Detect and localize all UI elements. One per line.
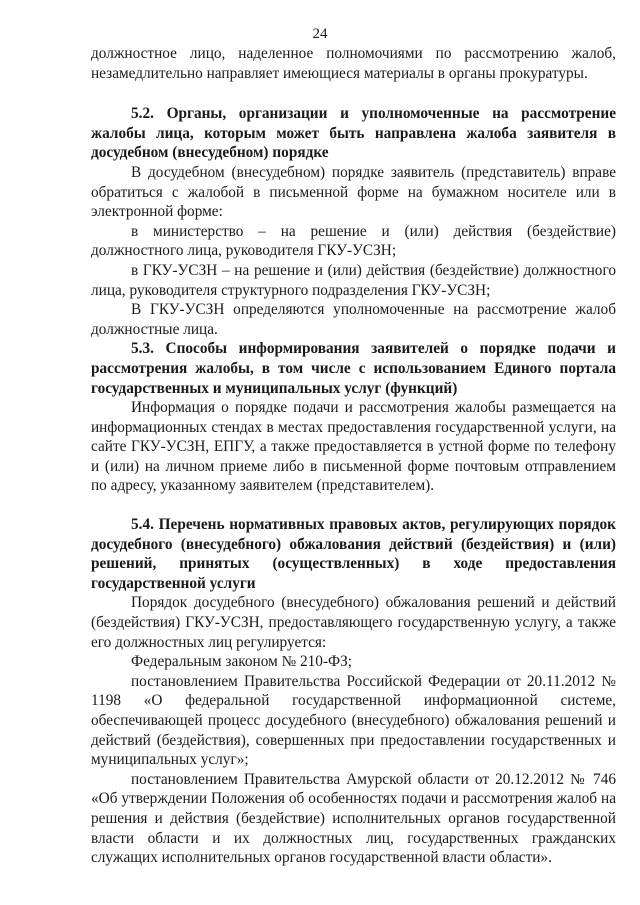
paragraph: в министерство – на решение и (или) действия (бездействие) должностного лица, руководителя ГКУ-УСЗН; — [91, 222, 616, 260]
paragraph: В досудебном (внесудебном) порядке заявитель (представитель) вправе обратиться с жалобой в письменной форме на бумажном носителе или в электронной форме: — [91, 163, 616, 221]
paragraph: постановлением Правительства Амурской области от 20.12.2012 № 746 «Об утверждении Положения об особенностях подачи и рассмотрения жалоб на решения и действия (бездействие) исполнительных органов государственной власти области и их должностных лиц, государственных гражданских служащих исполнительных органов государственной власти области». — [91, 770, 616, 867]
paragraph: постановлением Правительства Российской Федерации от 20.11.2012 № 1198 «О федеральной государственной информационной системе, обеспечивающей процесс досудебного (внесудебного) обжалования решений и действий (бездействия), совершенных при предоставлении государственных и муниципальных услуг»; — [91, 672, 616, 769]
paragraph: В ГКУ-УСЗН определяются уполномоченные на рассмотрение жалоб должностные лица. — [91, 301, 616, 338]
paragraph: Федеральным законом № 210-ФЗ; — [131, 653, 353, 671]
paragraph: в ГКУ-УСЗН – на решение и (или) действия (бездействие) должностного лица, руководителя структурного подразделения ГКУ-УСЗН; — [91, 261, 616, 299]
section-heading-5-3: 5.3. Способы информирования заявителей о порядке подачи и рассмотрения жалобы, в том числе с использованием Единого портала государственных и муниципальных услуг (функций) — [91, 340, 616, 397]
paragraph: должностное лицо, наделенное полномочиями по рассмотрению жалоб, незамедлительно направляет имеющиеся материалы в органы прокуратуры. — [91, 45, 616, 82]
section-heading-5-4: 5.4. Перечень нормативных правовых актов, регулирующих порядок досудебного (внесудебного) обжалования действий (бездействия) и (или) решений, принятых (осуществленных) в ходе предоставления государственной услуги — [91, 516, 616, 592]
page-number: 24 — [312, 26, 328, 42]
paragraph: Порядок досудебного (внесудебного) обжалования решений и действий (бездействия) ГКУ-УСЗН, предоставляющего государственную услугу, а также его должностных лиц регулируется: — [91, 594, 616, 651]
paragraph: Информация о порядке подачи и рассмотрения жалобы размещается на информационных стендах в местах предоставления государственной услуги, на сайте ГКУ-УСЗН, ЕПГУ, а также предоставляется в устной форме по телефону и (или) на личном приеме либо в письменной форме почтовым отправлением по адресу, указанному заявителем (представителем). — [91, 399, 616, 495]
section-heading-5-2: 5.2. Органы, организации и уполномоченные на рассмотрение жалобы лица, которым может быть направлена жалоба заявителя в досудебном (внесудебном) порядке — [91, 105, 616, 162]
document-body — [91, 44, 616, 868]
